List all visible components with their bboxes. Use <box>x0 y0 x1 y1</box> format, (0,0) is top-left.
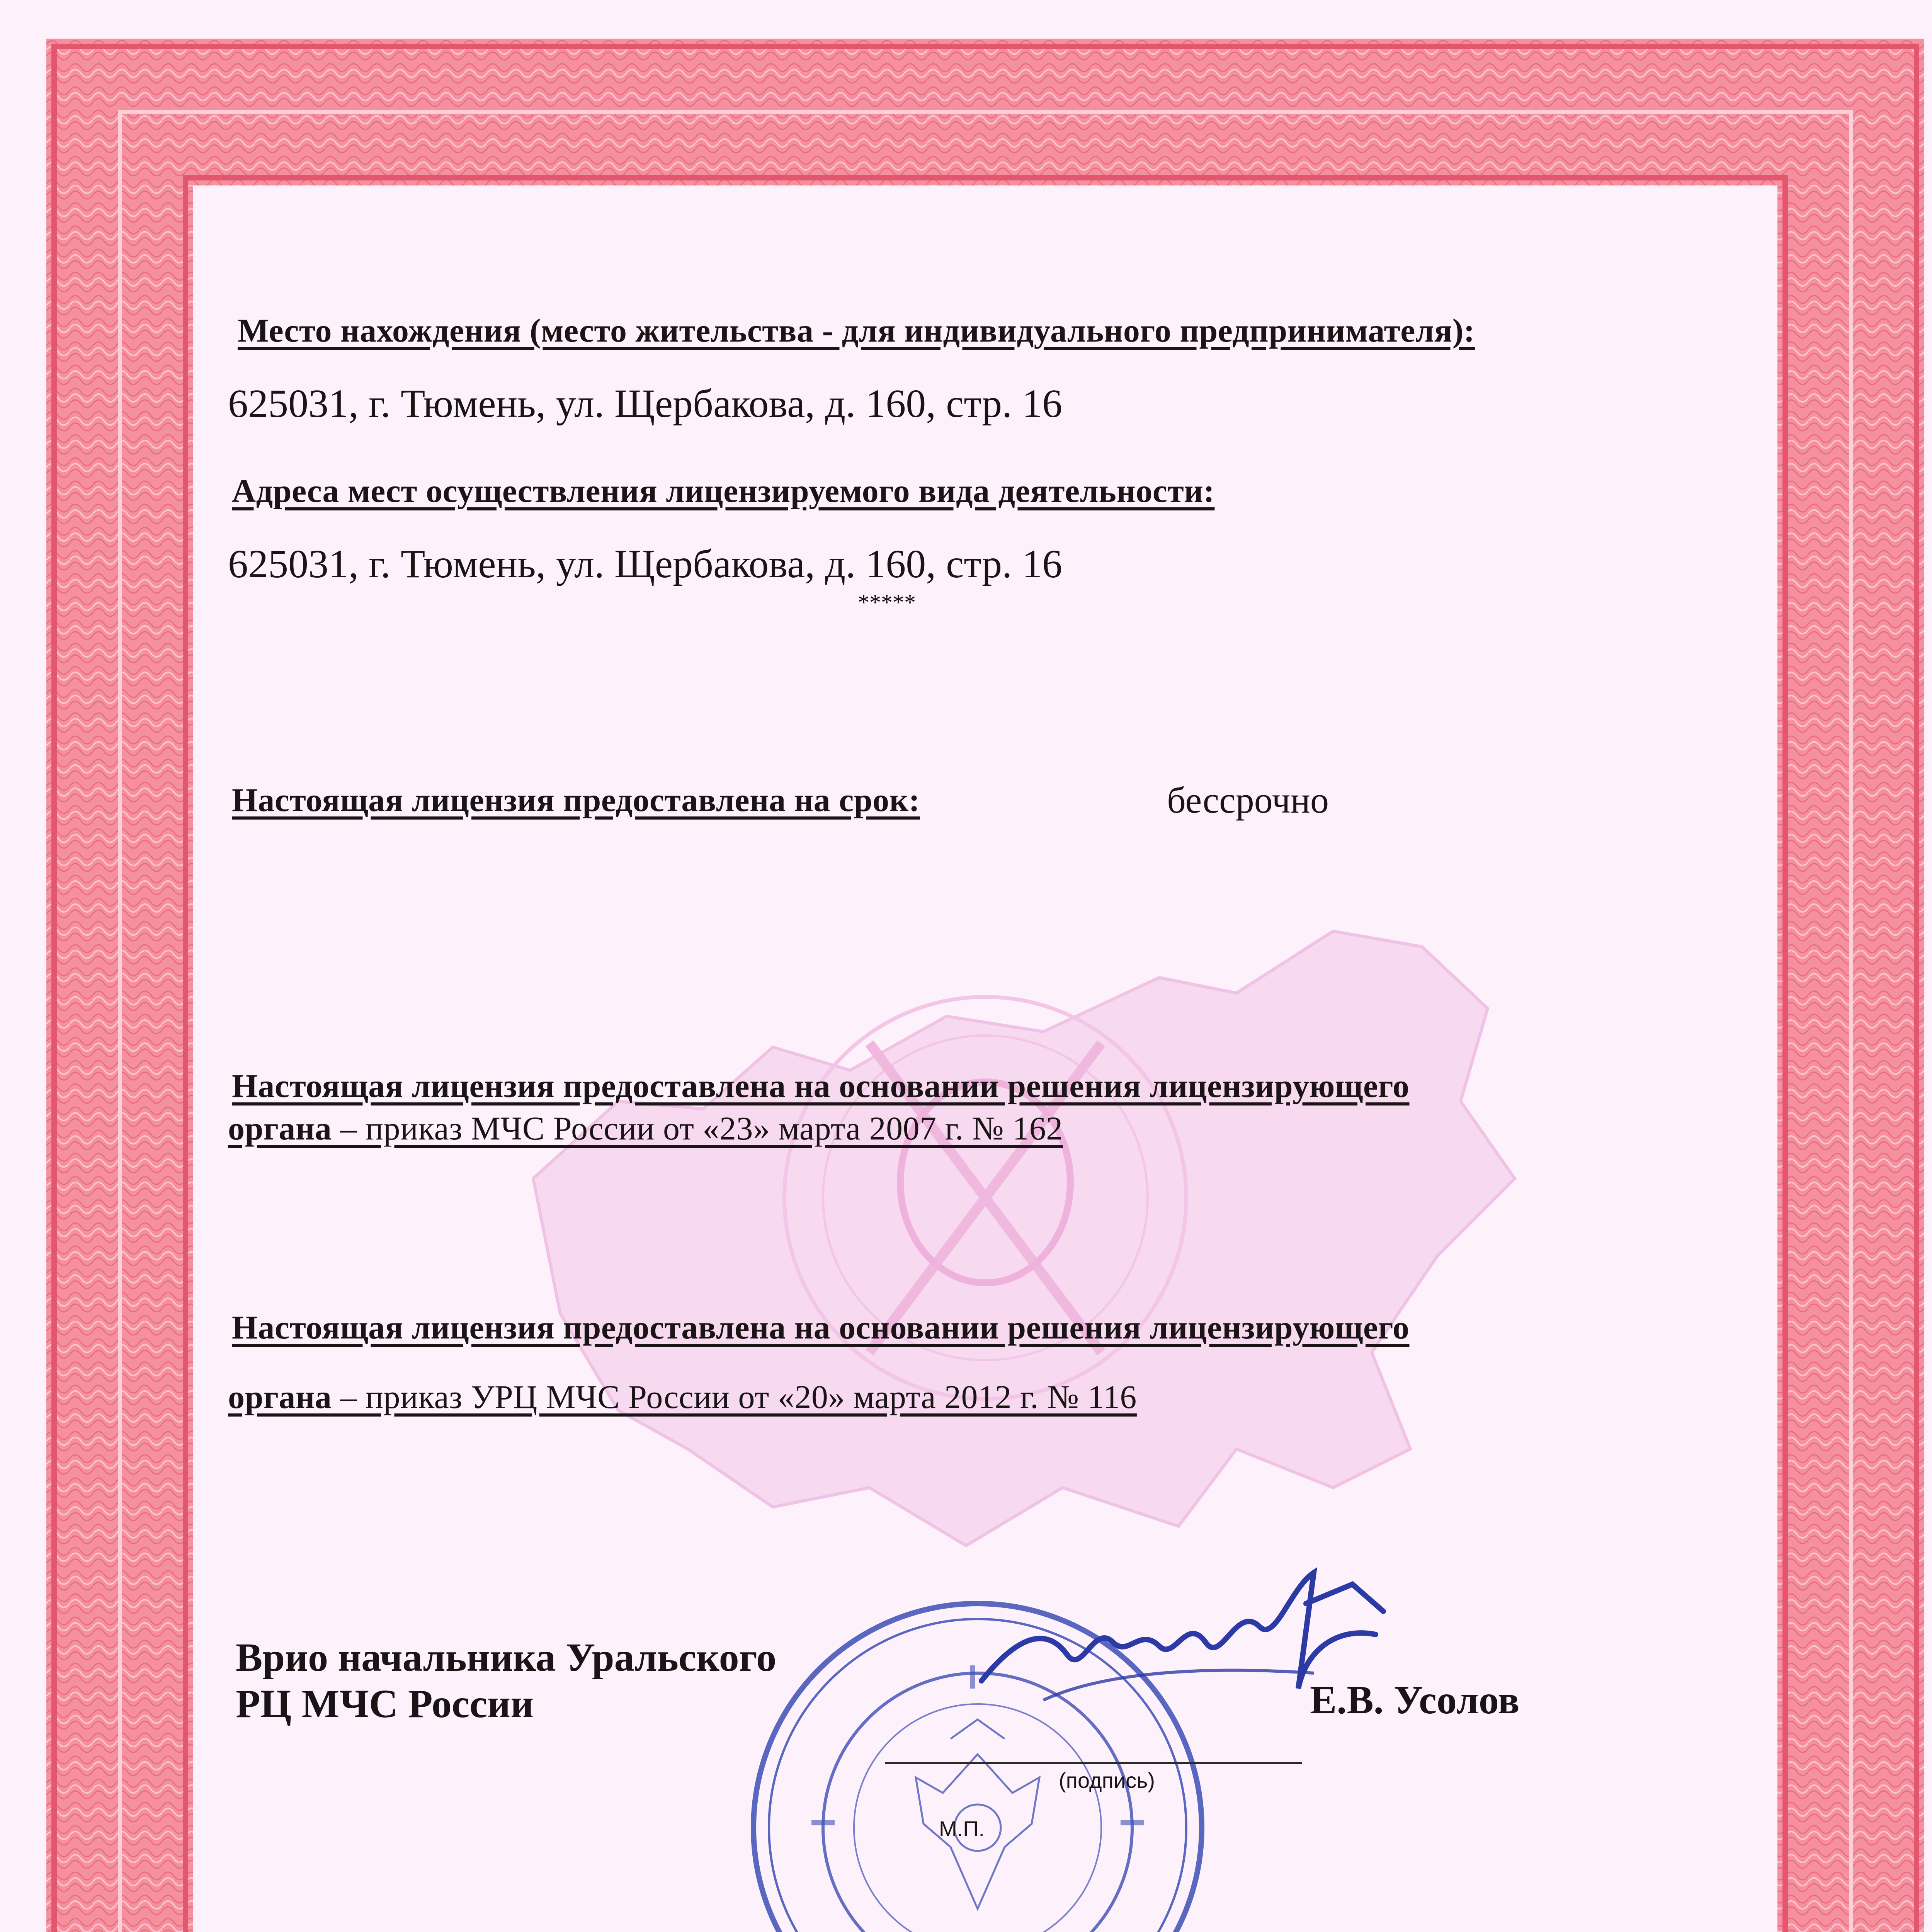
signature-caption: (подпись) <box>1059 1768 1155 1793</box>
basis-2-label-line1: Настоящая лицензия предоставлена на основании решения лицензирующего <box>232 1309 1410 1346</box>
basis-1-value: – приказ МЧС России от «23» марта 2007 г. № 162 <box>332 1110 1063 1147</box>
signer-position-line2: РЦ МЧС России <box>236 1681 534 1726</box>
signer-name: Е.В. Усолов <box>1310 1678 1520 1722</box>
location-label: Место нахождения (место жительства - для индивидуального предпринимателя): <box>238 312 1475 349</box>
basis-2-label-line2 <box>228 1378 1137 1416</box>
activity-address-value: 625031, г. Тюмень, ул. Щербакова, д. 160, стр. 16 <box>228 542 1063 586</box>
term-label: Настоящая лицензия предоставлена на срок: <box>232 781 920 818</box>
signer-position <box>236 1634 776 1727</box>
separator-stars: ***** <box>858 590 916 615</box>
stamp-place-label: М.П. <box>939 1816 985 1841</box>
basis-2-value: – приказ УРЦ МЧС России от «20» марта 2012 г. № 116 <box>332 1378 1137 1415</box>
signer-position-line1: Врио начальника Уральского <box>236 1635 777 1680</box>
term-value: бессрочно <box>1167 779 1329 821</box>
location-value: 625031, г. Тюмень, ул. Щербакова, д. 160, стр. 16 <box>228 381 1063 426</box>
basis-1-label-line1: Настоящая лицензия предоставлена на основании решения лицензирующего <box>232 1067 1410 1104</box>
activity-address-label: Адреса мест осуществления лицензируемого вида деятельности: <box>232 472 1215 509</box>
basis-2-label-organ: органа <box>228 1378 332 1415</box>
basis-1-label-line2 <box>228 1109 1063 1148</box>
basis-1-label-organ: органа <box>228 1110 332 1147</box>
